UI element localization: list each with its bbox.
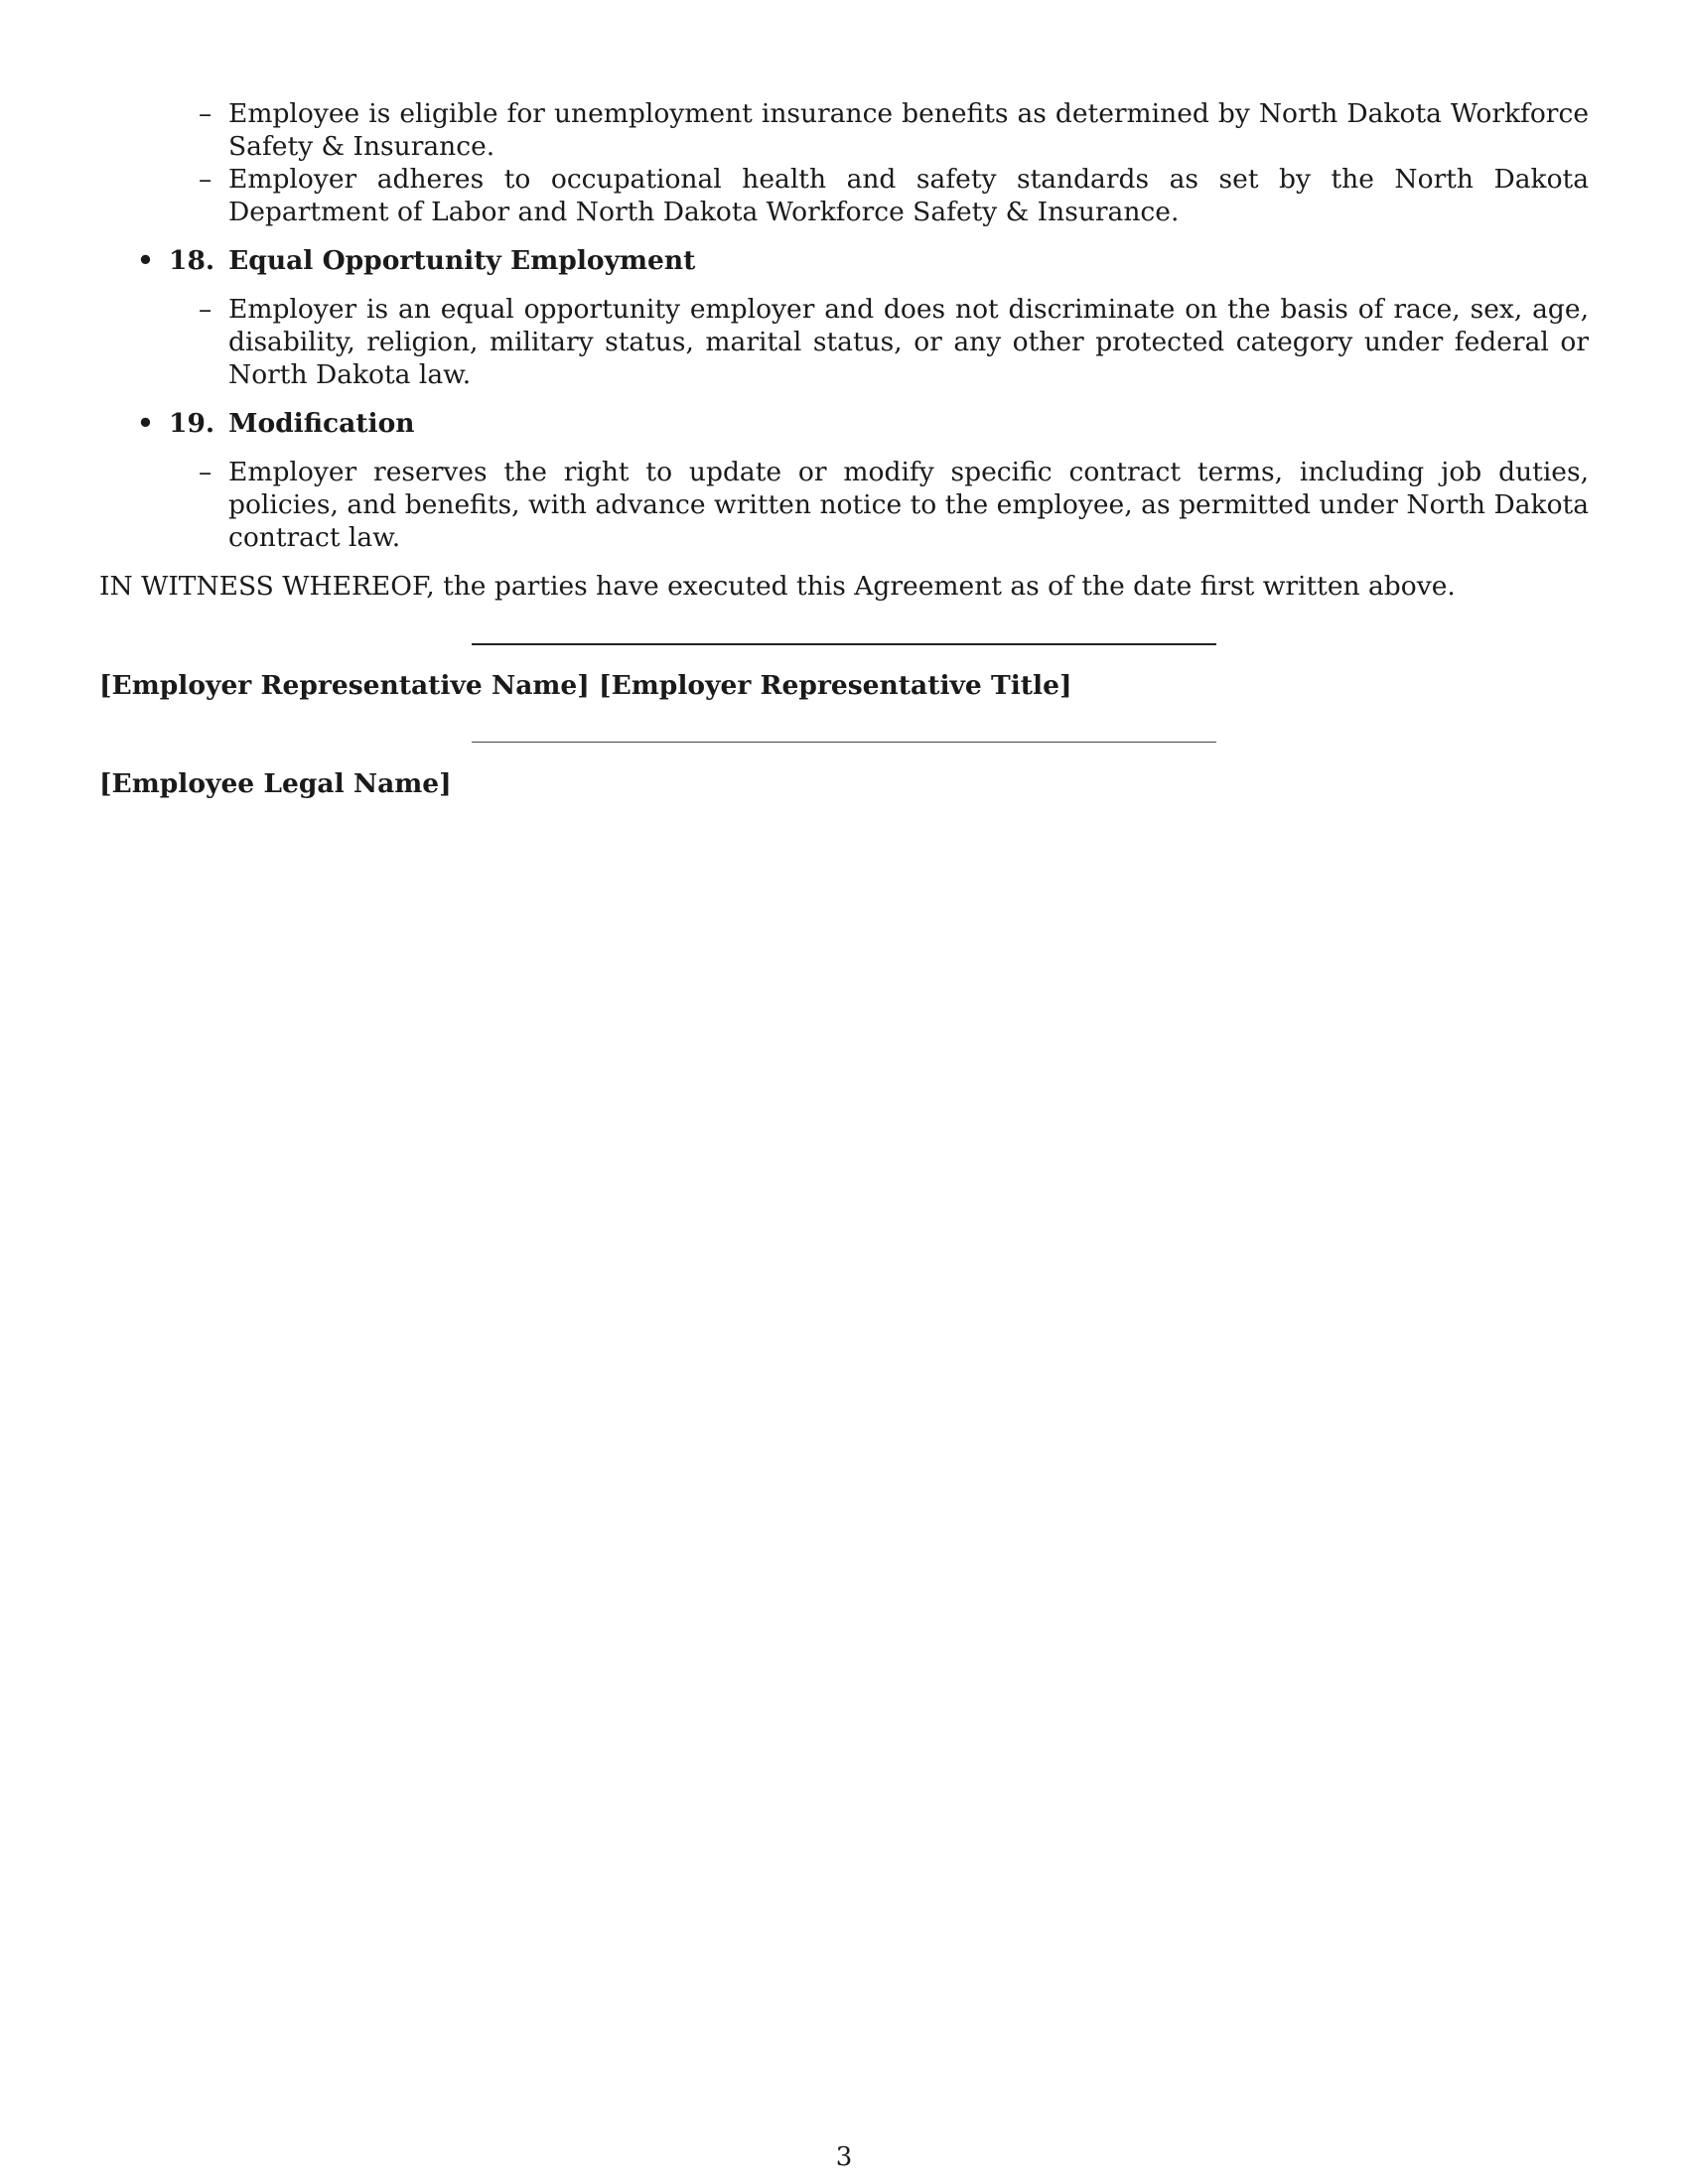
section-title: Equal Opportunity Employment xyxy=(228,245,696,276)
section-modification xyxy=(99,407,1589,554)
list-item-text: Employer is an equal opportunity employer and does not discriminate on the basis of race, sex, age, disability, religion, military status, marital status, or any other protected category under federal or North Dakota law. xyxy=(228,294,1589,390)
list-item xyxy=(169,293,1589,391)
employee-signature-line xyxy=(472,742,1216,743)
bullet-marker: • xyxy=(137,408,154,439)
document-content xyxy=(99,97,1589,801)
bullet-marker: • xyxy=(137,245,154,276)
employer-signature-line xyxy=(472,643,1216,645)
witness-clause: IN WITNESS WHEREOF, the parties have executed this Agreement as of the date first written above. xyxy=(99,571,1456,602)
section-list xyxy=(99,244,1589,554)
intro-sub-list xyxy=(99,97,1589,228)
section-title: Modification xyxy=(228,408,415,439)
section-heading xyxy=(169,407,1589,440)
section-sub-list xyxy=(169,293,1589,391)
dash-marker: – xyxy=(199,98,212,129)
dash-marker: – xyxy=(199,164,212,195)
list-item-text: Employee is eligible for unemployment insurance benefits as determined by North Dakota Workforce Safety & Insurance. xyxy=(228,98,1589,162)
section-number: 19. xyxy=(169,408,215,439)
employee-signature-label: [Employee Legal Name] xyxy=(99,768,452,799)
section-equal-opportunity xyxy=(99,244,1589,391)
list-item xyxy=(99,163,1589,228)
dash-marker: – xyxy=(199,457,212,487)
list-item xyxy=(169,456,1589,554)
page-number: 3 xyxy=(835,2142,853,2172)
dash-marker: – xyxy=(199,294,212,325)
section-number: 18. xyxy=(169,245,215,276)
section-heading xyxy=(169,244,1589,277)
employee-signature-block xyxy=(99,702,1589,801)
list-item-text: Employer adheres to occupational health and safety standards as set by the North Dakota Department of Labor and North Dakota Workforce Safety & Insurance. xyxy=(228,164,1589,227)
list-item-text: Employer reserves the right to update or modify specific contract terms, including job duties, policies, and benefits, with advance written notice to the employee, as permitted under North Dakota contract law. xyxy=(228,457,1589,553)
list-item xyxy=(99,97,1589,163)
employer-signature-label: [Employer Representative Name] [Employer Representative Title] xyxy=(99,670,1072,701)
employer-signature-block xyxy=(99,603,1589,702)
section-sub-list xyxy=(169,456,1589,554)
